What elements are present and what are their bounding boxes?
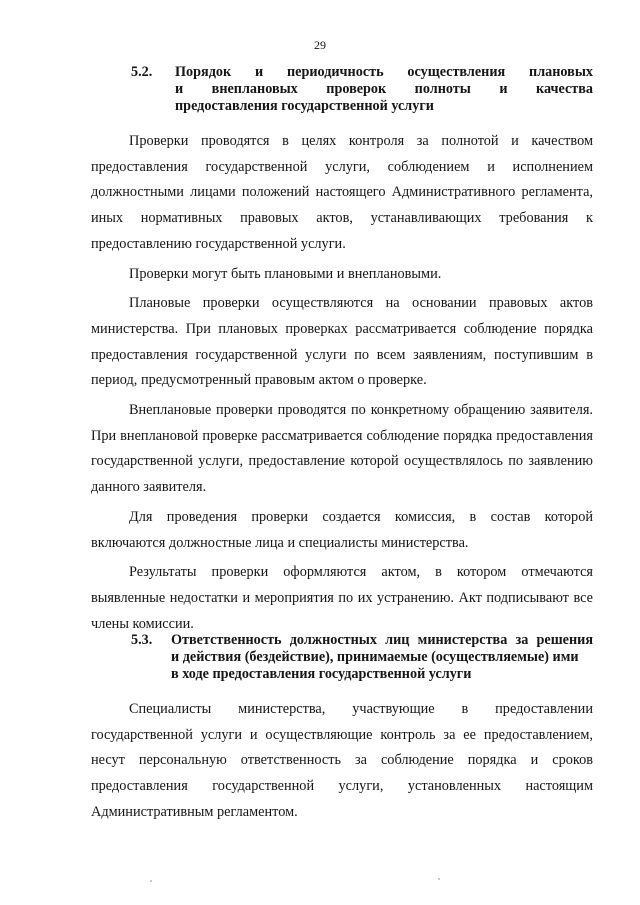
scan-speck: [150, 880, 152, 882]
body-paragraph: Для проведения проверки создается комиссия, в состав которой включаются должностные лица и специалисты министерства.: [91, 508, 593, 551]
body-paragraph: Плановые проверки осуществляются на основании правовых актов министерства. При плановых проверках рассматривается соблюдение порядка предоставления государственной услуги по всем заявлениям, поступившим в период, предусмотренный правовым актом о проверке.: [91, 295, 593, 389]
section-title: [171, 632, 593, 683]
section-number: 5.3.: [131, 632, 153, 648]
body-paragraph: Внеплановые проверки проводятся по конкретному обращению заявителя. При внеплановой проверке рассматривается соблюдение порядка предоставления государственной услуги, предоставление которой осуществлялось по заявлению данного заявителя.: [91, 402, 593, 496]
body-paragraph: Проверки проводятся в целях контроля за полнотой и качеством предоставления государственной услуги, соблюдением и исполнением должностными лицами положений настоящего Административного регламента, иных нормативных правовых актов, устанавливающих требования к предоставлению государственной услуги.: [91, 133, 593, 252]
section-title-line: и действия (бездействие), принимаемые (осуществляемые) ими: [171, 649, 579, 665]
scan-speck: [438, 878, 440, 880]
section-number: 5.2.: [131, 64, 153, 80]
section-title-line: Ответственность должностных лиц министерства за решения: [171, 632, 593, 648]
section-title-line: и внеплановых проверок полноты и качества: [175, 81, 593, 97]
body-paragraph: Результаты проверки оформляются актом, в котором отмечаются выявленные недостатки и мероприятия по их устранению. Акт подписывают все члены комиссии.: [91, 564, 593, 632]
section-heading-5-2: [91, 64, 593, 115]
page-number: 29: [314, 38, 326, 52]
section-body-5-2: [91, 129, 593, 641]
section-title-line: в ходе предоставления государственной услуги: [171, 666, 472, 682]
section-title-line: предоставления государственной услуги: [175, 98, 434, 114]
section-title: [175, 64, 593, 115]
section-heading-5-3: [91, 632, 593, 683]
section-body-5-3: [91, 697, 593, 830]
section-title-line: Порядок и периодичность осуществления плановых: [175, 64, 593, 80]
body-paragraph: Проверки могут быть плановыми и внеплановыми.: [129, 265, 442, 282]
body-paragraph: Специалисты министерства, участвующие в предоставлении государственной услуги и осуществляющие контроль за ее предоставлением, несут персональную ответственность за соблюдение порядка и сроков предоставления государственной услуги, установленных настоящим Административным регламентом.: [91, 701, 593, 820]
